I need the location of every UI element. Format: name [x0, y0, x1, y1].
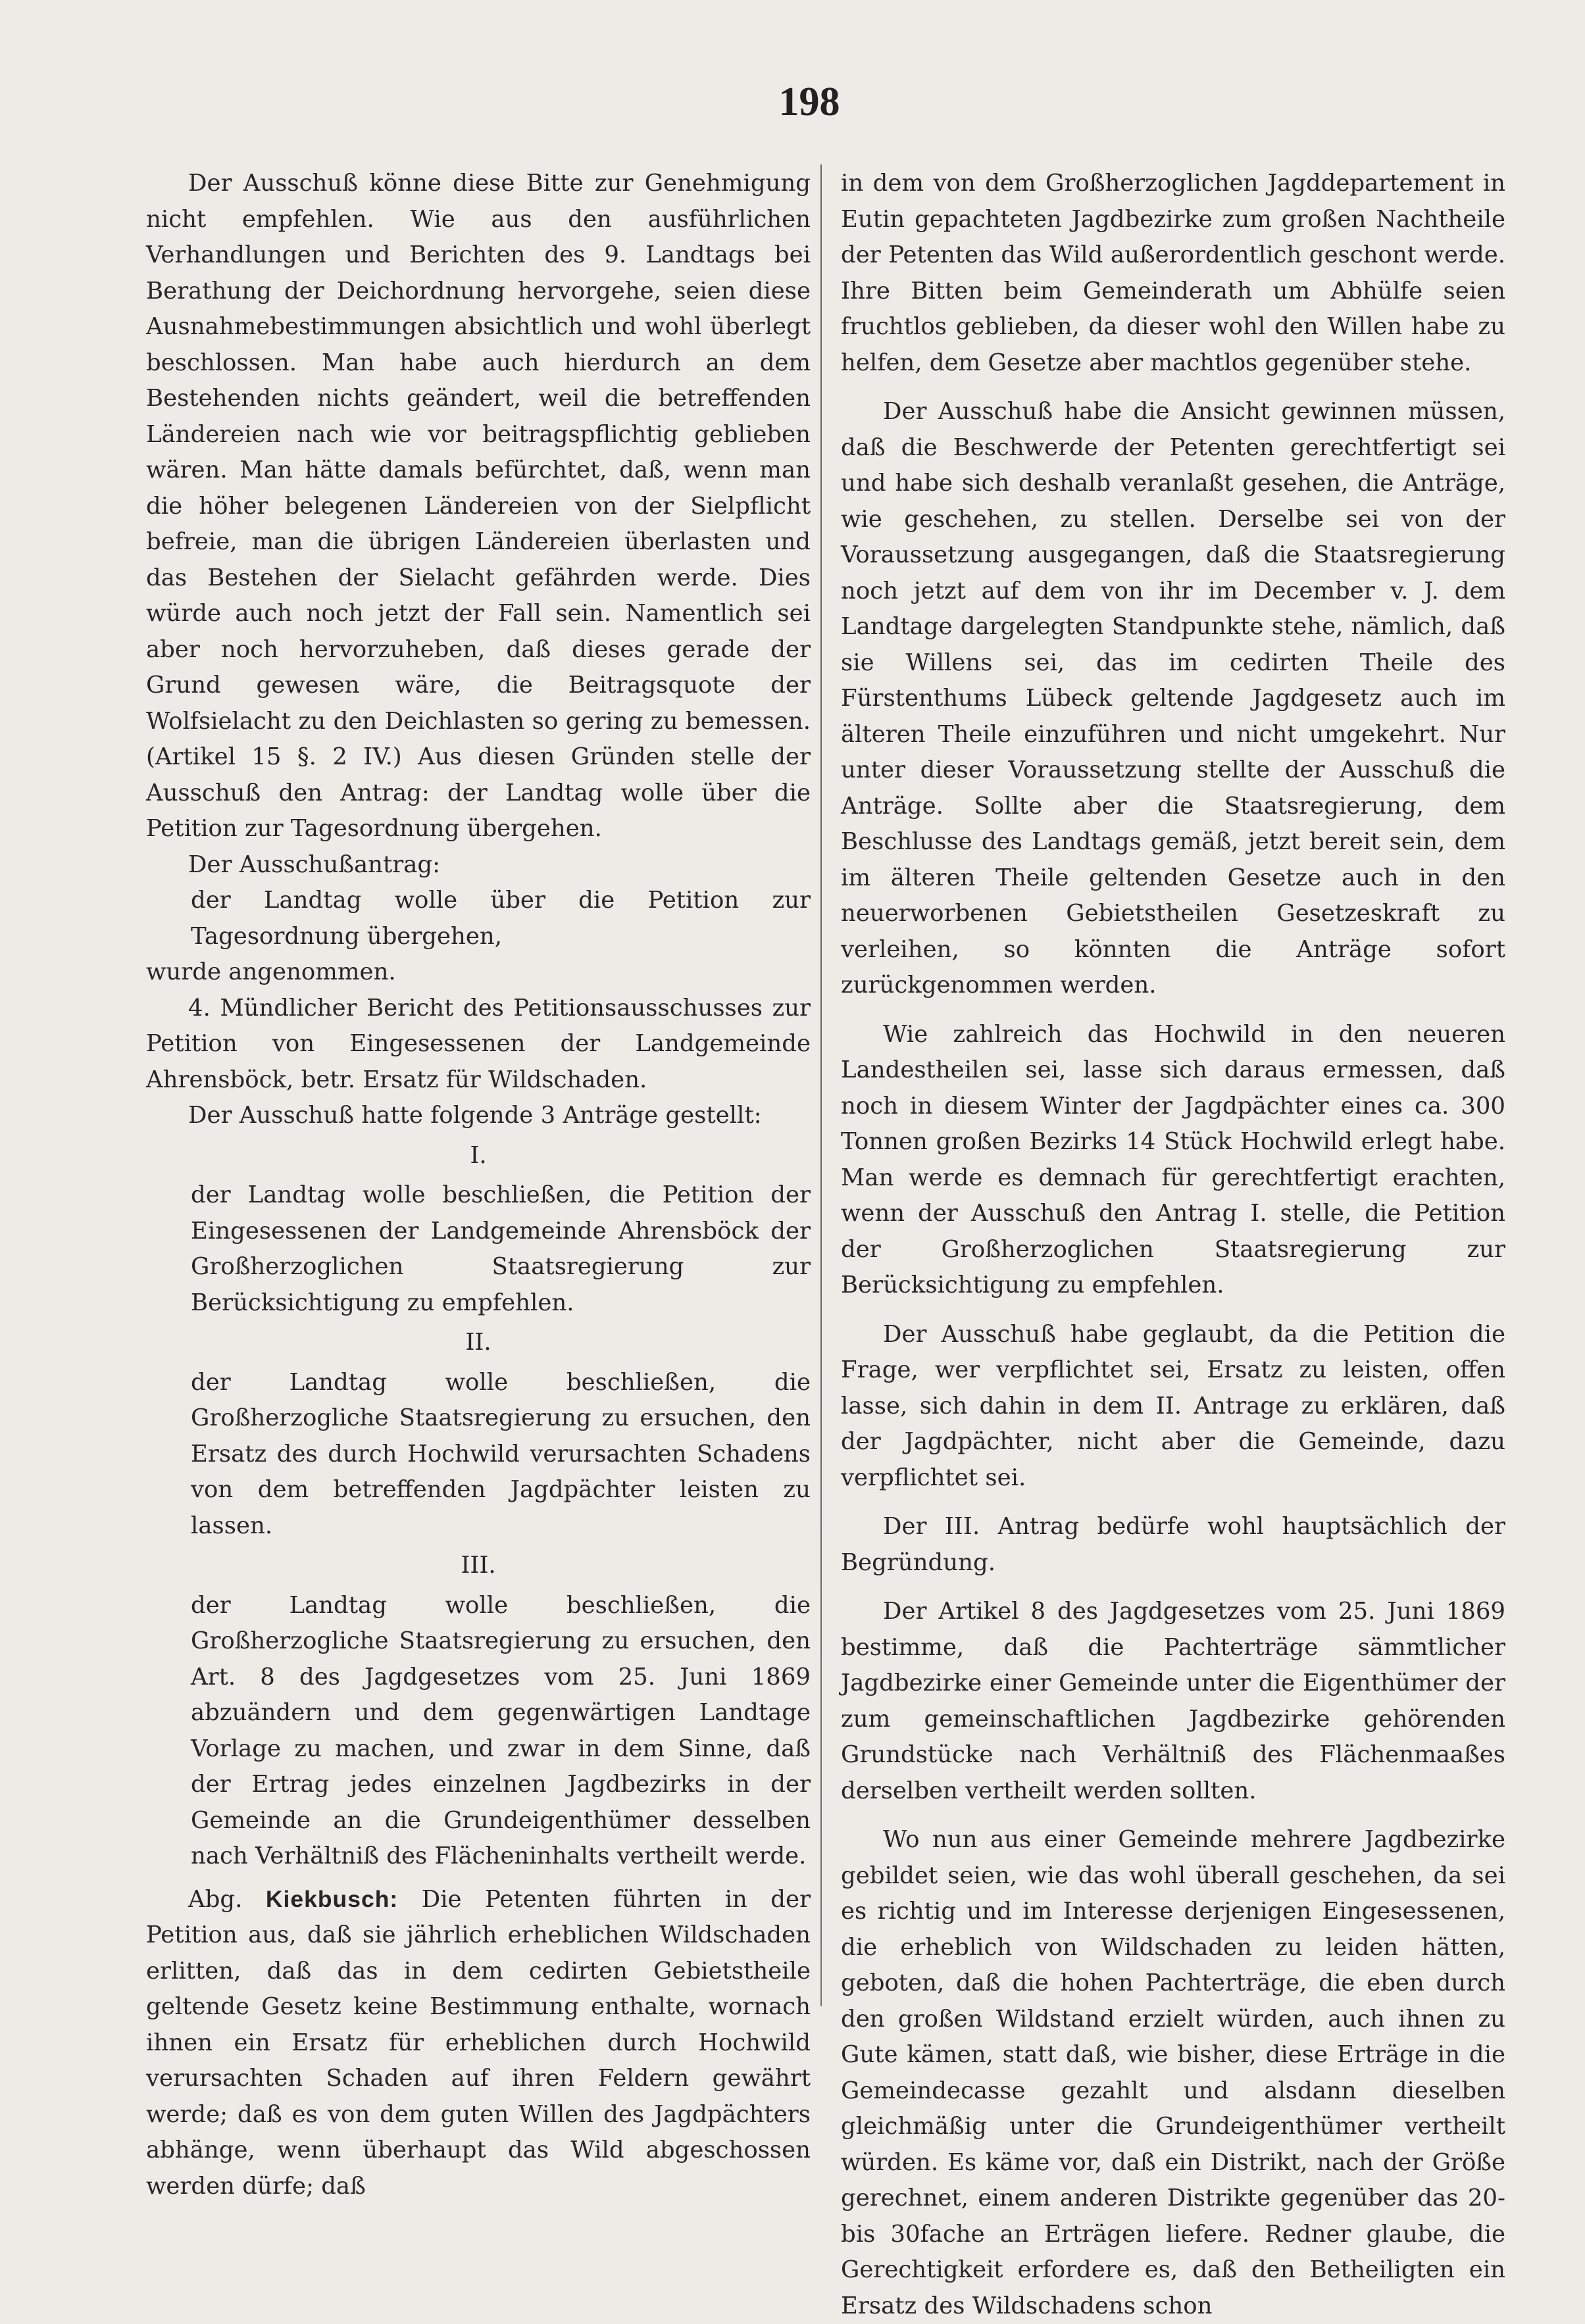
paragraph: Der Ausschuß könne diese Bitte zur Genehmigung nicht empfehlen. Wie aus den ausführlichen Verhandlungen und Berichten des 9. Landtags bei Berathung der Deichordnung hervorgehe, seien diese Ausnahmebestimmungen absichtlich und wohl überlegt beschlossen. Man habe auch hierdurch an dem Bestehenden nichts geändert, weil die betreffenden Ländereien nach wie vor beitragspflichtig geblieben wären. Man hätte damals befürchtet, daß, wenn man die höher belegenen Ländereien von der Sielpflicht befreie, man die übrigen Ländereien überlasten und das Bestehen der Sielacht gefährden werde. Dies würde auch noch jetzt der Fall sein. Namentlich sei aber noch hervorzuheben, daß dieses gerade der Grund gewesen wäre, die Beitragsquote der Wolfsielacht zu den Deichlasten so gering zu bemessen. (Artikel 15 §. 2 IV.) Aus diesen Gründen stelle der Ausschuß den Antrag: der Landtag wolle über die Petition zur Tagesordnung übergehen. [146, 170, 811, 842]
motion-text: der Landtag wolle über die Petition zur Tagesordnung übergehen, [191, 887, 811, 950]
column-divider [820, 164, 822, 2006]
motions-intro: Der Ausschuß hatte folgende 3 Anträge gestellt: [188, 1102, 762, 1129]
paragraph: Der Ausschuß habe die Ansicht gewinnen müssen, daß die Beschwerde der Petenten gerechtfertigt sei und habe sich deshalb veranlaßt gesehen, die Anträge, wie geschehen, zu stellen. Derselbe sei von der Voraussetzung ausgegangen, daß die Staatsregierung noch jetzt auf dem von ihr im December v. J. dem Landtage dargelegten Standpunkte stehe, nämlich, daß sie Willens sei, das im cedirten Theile des Fürstenthums Lübeck geltende Jagdgesetz auch im älteren Theile einzuführen und nicht umgekehrt. Nur unter dieser Voraussetzung stellte der Ausschuß die Anträge. Sollte aber die Staatsregierung, dem Beschlusse des Landtags gemäß, jetzt bereit sein, dem im älteren Theile geltenden Gesetze auch in den neuerworbenen Gebietstheilen Gesetzeskraft zu verleihen, so könnten die Anträge sofort zurückgenommen werden. [841, 398, 1505, 999]
motion-text: der Landtag wolle beschließen, die Großherzogliche Staatsregierung zu ersuchen, den Ersatz des durch Hochwild verursachten Schadens von dem betreffenden Jagdpächter leisten zu lassen. [191, 1368, 811, 1539]
motion-numeral: I. [470, 1141, 487, 1169]
paragraph: in dem von dem Großherzoglichen Jagddepartement in Eutin gepachteten Jagdbezirke zum großen Nachtheile der Petenten das Wild außerordentlich geschont werde. Ihre Bitten beim Gemeinderath um Abhülfe seien fruchtlos geblieben, da dieser wohl den Willen habe zu helfen, dem Gesetze aber machtlos gegenüber stehe. [841, 170, 1505, 376]
paragraph: Der Artikel 8 des Jagdgesetzes vom 25. Juni 1869 bestimme, daß die Pachterträge sämmtlicher Jagdbezirke einer Gemeinde unter die Eigenthümer der zum gemeinschaftlichen Jagdbezirke gehörenden Grundstücke nach Verhältniß des Flächenmaaßes derselben vertheilt werden sollten. [841, 1598, 1505, 1804]
speech-text: Die Petenten führten in der Petition aus, daß sie jährlich erheblichen Wildschaden erlitten, daß das in dem cedirten Gebietstheile geltende Gesetz keine Bestimmung enthalte, wornach ihnen ein Ersatz für erheblichen durch Hochwild verursachten Schaden auf ihren Feldern gewährt werde; daß es von dem guten Willen des Jagdpächters abhänge, wenn überhaupt das Wild abgeschossen werden dürfe; daß [146, 1885, 811, 2200]
motion-numeral: II. [465, 1329, 491, 1356]
speaker-name: Kiekbusch: [265, 1885, 399, 1912]
motion-text: der Landtag wolle beschließen, die Petition der Eingesessenen der Landgemeinde Ahrensböck der Großherzoglichen Staatsregierung zur Berücksichtigung zu empfehlen. [191, 1181, 811, 1316]
motion-text: der Landtag wolle beschließen, die Großherzogliche Staatsregierung zu ersuchen, den Art. 8 des Jagdgesetzes vom 25. Juni 1869 abzuändern und dem gegenwärtigen Landtage Vorlage zu machen, und zwar in dem Sinne, daß der Ertrag jedes einzelnen Jagdbezirks in der Gemeinde an die Grundeigenthümer desselben nach Verhältniß des Flächeninhalts vertheilt werde. [191, 1591, 811, 1869]
paragraph: Der Ausschuß habe geglaubt, da die Petition die Frage, wer verpflichtet sei, Ersatz zu leisten, offen lasse, sich dahin in dem II. Antrage zu erklären, daß der Jagdpächter, nicht aber die Gemeinde, dazu verpflichtet sei. [841, 1320, 1505, 1491]
page-number: 198 [778, 80, 840, 124]
motion-heading: Der Ausschußantrag: [188, 851, 441, 878]
speaker-prefix: Abg. [188, 1885, 243, 1913]
agenda-item-4: 4. Mündlicher Bericht des Petitionsausschusses zur Petition von Eingesessenen der Landgemeinde Ahrensböck, betr. Ersatz für Wildschaden. [146, 994, 811, 1093]
right-column [841, 166, 1505, 2324]
left-column [146, 166, 811, 2204]
paragraph: Wie zahlreich das Hochwild in den neueren Landestheilen sei, lasse sich daraus ermessen, daß noch in diesem Winter der Jagdpächter eines ca. 300 Tonnen großen Bezirks 14 Stück Hochwild erlegt habe. Man werde es demnach für gerechtfertigt erachten, wenn der Ausschuß den Antrag I. stelle, die Petition der Großherzoglichen Staatsregierung zur Berücksichtigung zu empfehlen. [841, 1020, 1505, 1298]
motion-numeral: III. [461, 1552, 496, 1579]
paragraph: Wo nun aus einer Gemeinde mehrere Jagdbezirke gebildet seien, wie das wohl überall geschehen, da sei es richtig und im Interesse derjenigen Eingesessenen, die erheblich von Wildschaden zu leiden hätten, geboten, daß die hohen Pachterträge, die eben durch den großen Wildstand erzielt würden, auch ihnen zu Gute kämen, statt daß, wie bisher, diese Erträge in die Gemeindecasse gezahlt und alsdann dieselben gleichmäßig unter die Grundeigenthümer vertheilt würden. Es käme vor, daß ein Distrikt, nach der Größe gerechnet, einem anderen Distrikte gegenüber das 20- bis 30fache an Erträgen liefere. Redner glaube, die Gerechtigkeit erfordere es, daß den Betheiligten ein Ersatz des Wildschadens schon [841, 1826, 1505, 2319]
paragraph: Der III. Antrag bedürfe wohl hauptsächlich der Begründung. [841, 1513, 1505, 1576]
speech-paragraph [146, 1881, 811, 2205]
resolution-note: wurde angenommen. [146, 958, 396, 985]
